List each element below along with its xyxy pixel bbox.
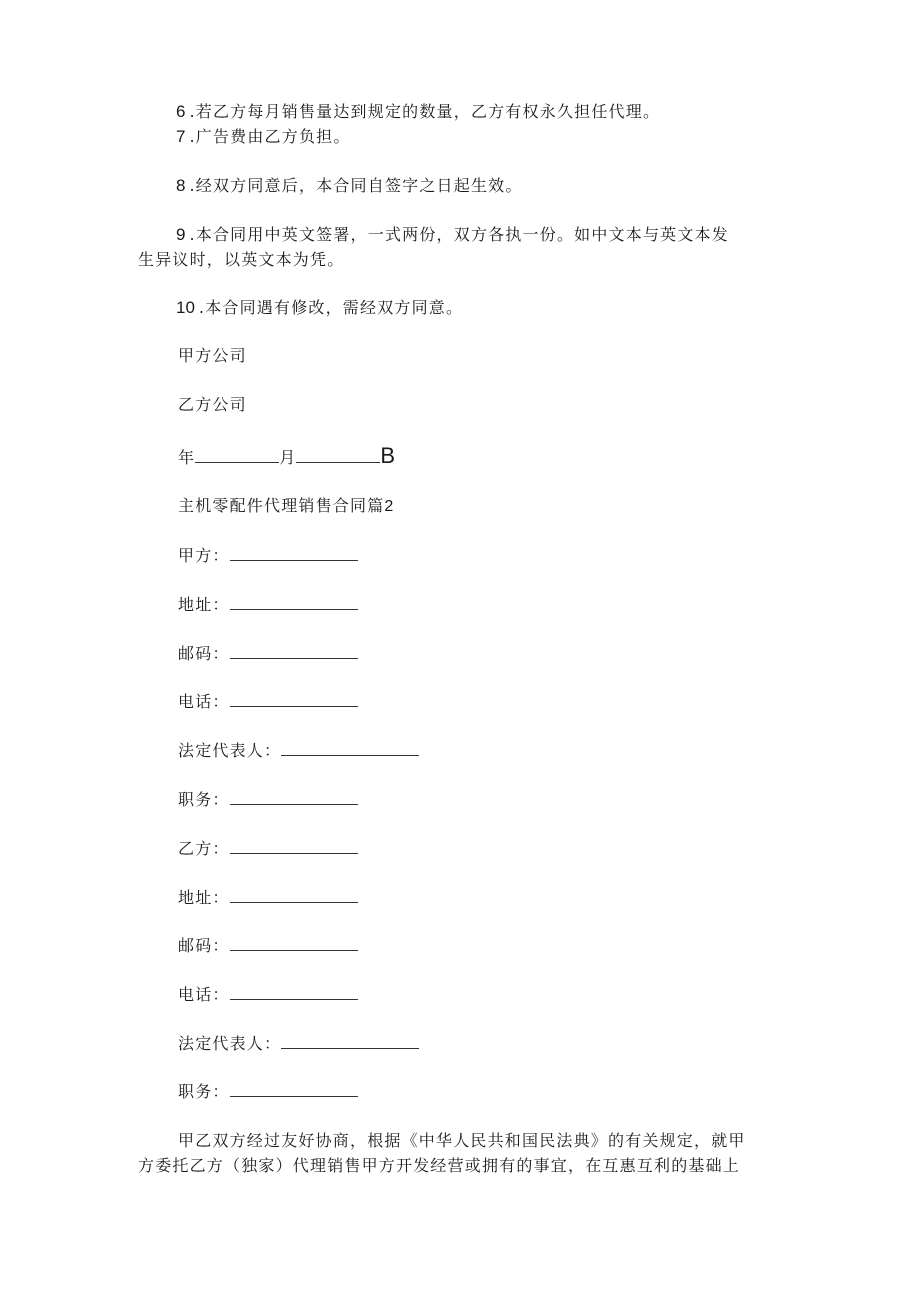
field-blank <box>281 1032 419 1049</box>
field-label: 甲方： <box>178 546 230 565</box>
field-label: 法定代表人： <box>178 741 282 760</box>
year-label: 年 <box>178 448 196 467</box>
clause-6 <box>176 100 660 124</box>
clause-number: 7 <box>176 127 186 146</box>
clause-number: 8 <box>176 176 186 195</box>
clause-number: 10 <box>176 298 195 317</box>
field-label: 邮码： <box>178 644 230 663</box>
clause-text: .本合同用中英文签署，一式两份，双方各执一份。如中文本与英文本发 <box>189 225 729 244</box>
contract2-title <box>178 494 393 519</box>
intro-paragraph-line-2: 方委托乙方（独家）代理销售甲方开发经营或拥有的事宜，在互惠互利的基础上 <box>138 1156 741 1175</box>
clause-number: 9 <box>176 225 186 244</box>
party-a-legal-rep-field <box>178 739 419 763</box>
party-a-company: 甲方公司 <box>178 346 247 365</box>
party-b-company: 乙方公司 <box>178 395 247 414</box>
contract2-title-text: 主机零配件代理销售合同篇 <box>178 496 385 515</box>
clause-text: .广告费由乙方负担。 <box>189 127 351 146</box>
field-blank <box>230 837 358 854</box>
party-b-legal-rep-field <box>178 1032 419 1056</box>
party-b-field <box>178 837 358 861</box>
clause-text: .本合同遇有修改，需经双方同意。 <box>198 298 464 317</box>
clause-10 <box>176 296 463 320</box>
field-label: 乙方： <box>178 839 230 858</box>
field-label: 电话： <box>178 692 230 711</box>
party-a-phone-field <box>178 690 358 714</box>
field-blank <box>230 690 358 707</box>
month-label: 月 <box>279 448 297 467</box>
party-a-address-field <box>178 593 358 617</box>
party-a-postcode-field <box>178 642 358 666</box>
clause-8 <box>176 174 523 198</box>
field-label: 电话： <box>178 985 230 1004</box>
field-blank <box>281 739 419 756</box>
party-b-address-field <box>178 886 358 910</box>
party-b-phone-field <box>178 983 358 1007</box>
party-b-postcode-field <box>178 934 358 958</box>
field-label: 职务： <box>178 790 230 809</box>
field-blank <box>230 886 358 903</box>
clause-9 <box>176 223 729 247</box>
field-blank <box>230 642 358 659</box>
field-blank <box>230 1080 358 1097</box>
field-blank <box>230 983 358 1000</box>
field-label: 法定代表人： <box>178 1034 282 1053</box>
contract2-title-num: 2 <box>384 498 394 515</box>
field-blank <box>230 934 358 951</box>
day-label: B <box>380 443 396 468</box>
clause-text: .若乙方每月销售量达到规定的数量，乙方有权永久担任代理。 <box>189 102 661 121</box>
intro-paragraph-line-1: 甲乙双方经过友好协商，根据《中华人民共和国民法典》的有关规定，就甲 <box>178 1131 746 1150</box>
field-label: 邮码： <box>178 936 230 955</box>
month-blank <box>296 446 380 463</box>
sign-date <box>178 444 395 470</box>
clause-number: 6 <box>176 102 186 121</box>
party-b-position-field <box>178 1080 358 1104</box>
field-label: 地址： <box>178 595 230 614</box>
field-blank <box>230 544 358 561</box>
field-blank <box>230 788 358 805</box>
field-blank <box>230 593 358 610</box>
party-a-position-field <box>178 788 358 812</box>
clause-9-continuation: 生异议时，以英文本为凭。 <box>138 250 345 269</box>
clause-7 <box>176 125 351 149</box>
field-label: 职务： <box>178 1082 230 1101</box>
party-a-field <box>178 544 358 568</box>
year-blank <box>195 446 279 463</box>
clause-text: .经双方同意后，本合同自签字之日起生效。 <box>189 176 523 195</box>
field-label: 地址： <box>178 888 230 907</box>
